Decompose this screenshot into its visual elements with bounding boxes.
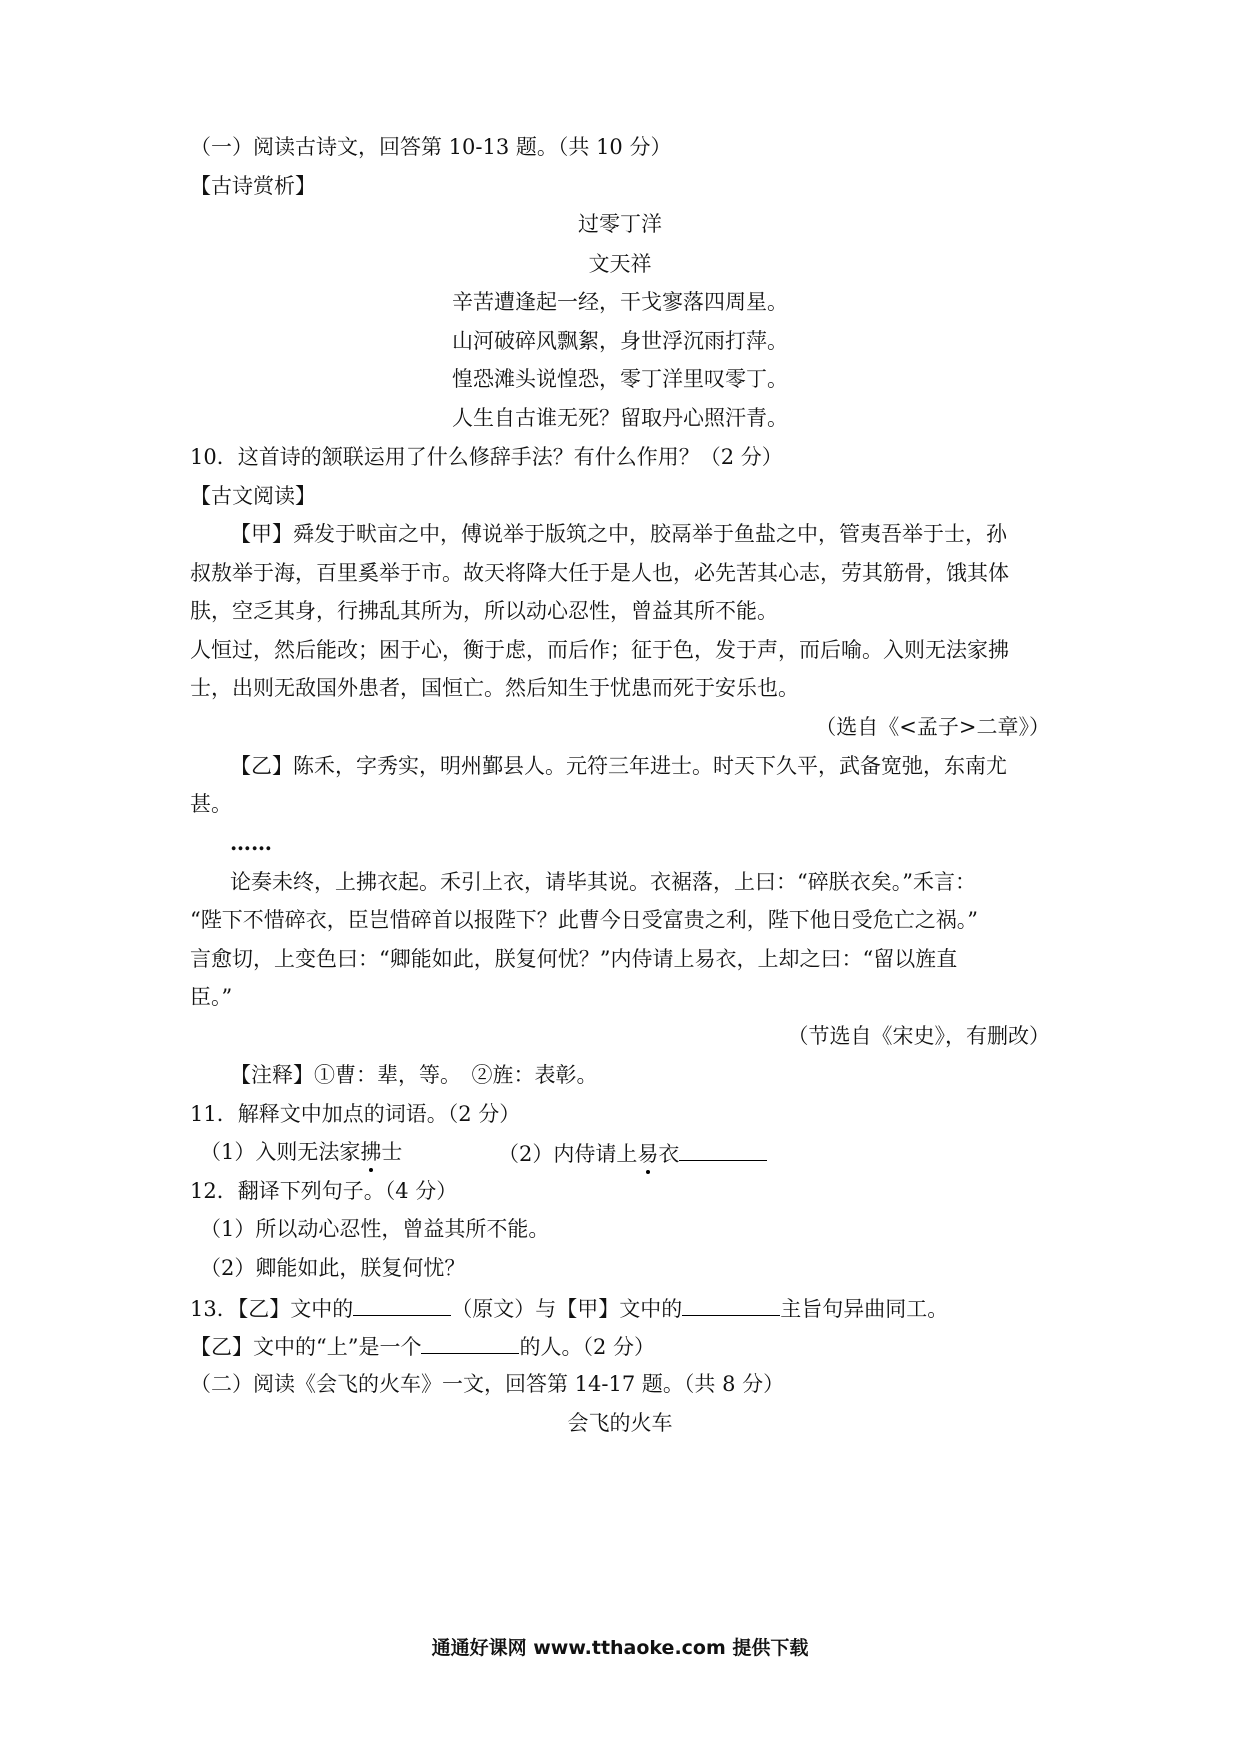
passage-yi-line: 言愈切，上变色曰：“卿能如此，朕复何忧？”内侍请上易衣，上却之曰：“留以旌直 (190, 947, 958, 971)
passage-yi-line: 【乙】陈禾，字秀实，明州鄞县人。元符三年进士。时天下久平，武备宽弛，东南尤 (230, 754, 1007, 778)
question-13-b (190, 1331, 655, 1361)
section-header: （一）阅读古诗文，回答第 10-13 题。（共 10 分） (190, 135, 672, 159)
question-11-item-1 (200, 1138, 402, 1166)
question-10: 10．这首诗的颔联运用了什么修辞手法？有什么作用？（2 分） (190, 445, 783, 469)
passage-jia-source: （选自《<孟子>二章》） (815, 715, 1050, 739)
article-title: 会飞的火车 (567, 1411, 673, 1435)
passage-jia-line: 士，出则无敌国外患者，国恒亡。然后知生于忧患而死于安乐也。 (190, 676, 799, 700)
answer-blank[interactable] (679, 1138, 767, 1161)
q11-b-suffix: 衣 (658, 1142, 680, 1166)
q11-b-dotted-char: 易 (637, 1142, 659, 1166)
q11-b-prefix: （2）内侍请上 (498, 1142, 638, 1166)
passage-jia-line: 叔敖举于海，百里奚举于市。故天将降大任于是人也，必先苦其心志，劳其筋骨，饿其体 (190, 561, 1009, 585)
question-11: 11．解释文中加点的词语。（2 分） (190, 1102, 521, 1126)
passage-yi-line: 臣。” (190, 985, 233, 1009)
question-12: 12．翻译下列句子。（4 分） (190, 1179, 458, 1203)
poem-author: 文天祥 (588, 252, 652, 276)
question-12-item-2: （2）卿能如此，朕复何忧？ (200, 1256, 466, 1280)
question-11-item-2 (498, 1138, 767, 1168)
footer-text: 通通好课网 www.tthaoke.com 提供下载 (431, 1637, 809, 1659)
passage-yi-line: 甚。 (190, 792, 232, 816)
q13-a-part-2: （原文）与【甲】文中的 (451, 1297, 683, 1321)
poem-line: 惶恐滩头说惶恐，零丁洋里叹零丁。 (452, 367, 788, 391)
section-header: （二）阅读《会飞的火车》一文，回答第 14-17 题。（共 8 分） (190, 1372, 785, 1396)
answer-blank[interactable] (421, 1331, 519, 1354)
passage-jia-line: 肤，空乏其身，行拂乱其所为，所以动心忍性，曾益其所不能。 (190, 599, 778, 623)
notes: 【注释】①曹：辈，等。 ②旌：表彰。 (230, 1063, 598, 1087)
q11-a-suffix: 士 (381, 1140, 403, 1164)
answer-blank[interactable] (682, 1293, 780, 1316)
poem-line: 人生自古谁无死？留取丹心照汗青。 (452, 406, 788, 430)
poem-title: 过零丁洋 (578, 212, 662, 236)
prose-tag: 【古文阅读】 (190, 484, 316, 508)
q13-b-part-1: 【乙】文中的“上”是一个 (190, 1335, 422, 1359)
poem-line: 山河破碎风飘絮，身世浮沉雨打萍。 (452, 329, 788, 353)
q11-a-prefix: （1）入则无法家 (200, 1140, 361, 1164)
answer-blank[interactable] (353, 1293, 451, 1316)
poem-tag: 【古诗赏析】 (190, 174, 316, 198)
passage-jia-line: 【甲】舜发于畎亩之中，傅说举于版筑之中，胶鬲举于鱼盐之中，管夷吾举于士，孙 (230, 522, 1007, 546)
passage-jia-line: 人恒过，然后能改；困于心，衡于虑，而后作；征于色，发于声，而后喻。入则无法家拂 (190, 638, 1009, 662)
passage-yi-line: 论奏未终，上拂衣起。禾引上衣，请毕其说。衣裾落，上曰：“碎朕衣矣。”禾言： (230, 870, 976, 894)
q11-a-dotted-char: 拂 (360, 1140, 382, 1164)
q13-a-part-1: 13．【乙】文中的 (190, 1297, 354, 1321)
poem-line: 辛苦遭逢起一经，干戈寥落四周星。 (452, 290, 788, 314)
passage-yi-source: （节选自《宋史》，有删改） (787, 1024, 1050, 1048)
question-13 (190, 1293, 948, 1323)
q13-a-part-3: 主旨句异曲同工。 (780, 1297, 949, 1321)
ellipsis: …… (230, 830, 272, 855)
question-12-item-1: （1）所以动心忍性，曾益其所不能。 (200, 1217, 550, 1241)
passage-yi-line: “陛下不惜碎衣，臣岂惜碎首以报陛下？此曹今日受富贵之利，陛下他日受危亡之祸。” (190, 908, 978, 932)
q13-b-part-2: 的人。（2 分） (519, 1335, 656, 1359)
